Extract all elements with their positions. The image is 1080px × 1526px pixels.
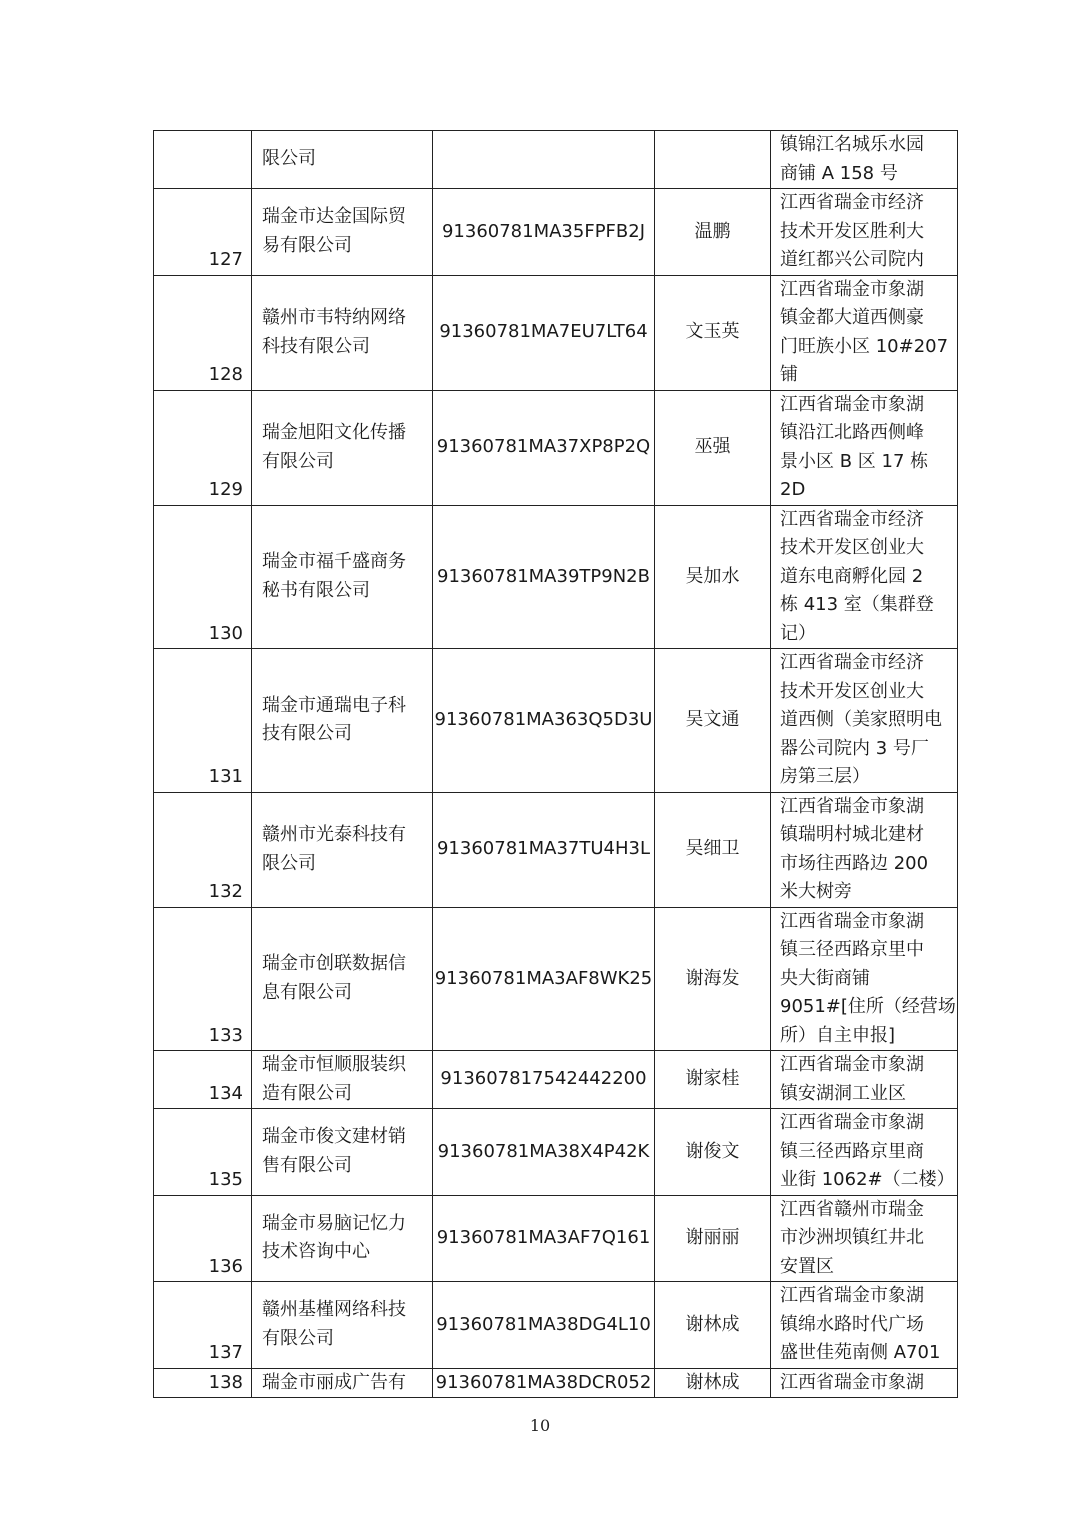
address-line: 江西省瑞金市象湖: [780, 1054, 924, 1075]
address-line: 镇三径西路京里中: [780, 939, 924, 960]
company-name-line: 瑞金市俊文建材销: [262, 1126, 406, 1148]
cell-serial-number: 129: [154, 390, 252, 505]
company-name-line: 赣州市光泰科技有: [262, 824, 406, 845]
cell-company-name: [252, 907, 433, 1051]
address-line: 技术开发区创业大: [780, 680, 924, 702]
address-line: 江西省瑞金市经济: [780, 508, 924, 530]
table-row: [154, 907, 958, 1051]
address-line: 镇锦江名城乐水园: [780, 134, 924, 155]
address-line: 铺: [780, 364, 798, 385]
address-line: 盛世佳苑南侧 A701: [780, 1342, 941, 1363]
cell-legal-representative: 温鹏: [655, 189, 771, 276]
address-line: 所）自主申报]: [780, 1024, 896, 1046]
cell-credit-code: 91360781MA39TP9N2B: [433, 505, 655, 649]
cell-company-name: [252, 131, 433, 189]
cell-company-name: [252, 275, 433, 390]
cell-serial-number: 136: [154, 1195, 252, 1282]
cell-serial-number: [154, 131, 252, 189]
address-line: 江西省瑞金市象湖: [780, 1112, 924, 1133]
cell-serial-number: 127: [154, 189, 252, 276]
cell-legal-representative: 谢海发: [655, 907, 771, 1051]
cell-credit-code: 91360781MA38X4P42K: [433, 1109, 655, 1196]
address-line: 江西省瑞金市象湖: [780, 1285, 924, 1306]
cell-serial-number: 132: [154, 792, 252, 907]
address-line: 2D: [780, 479, 806, 500]
cell-company-name: [252, 1195, 433, 1282]
address-line: 安置区: [780, 1255, 834, 1277]
address-line: 镇瑞明村城北建材: [780, 824, 924, 845]
address-line: 镇沿江北路西侧峰: [780, 422, 924, 443]
cell-company-name: [252, 792, 433, 907]
address-line: 商铺 A 158 号: [780, 162, 898, 184]
address-line: 器公司院内 3 号厂: [780, 737, 929, 759]
cell-address: [771, 131, 958, 189]
cell-company-name: [252, 1368, 433, 1398]
cell-legal-representative: 谢林成: [655, 1368, 771, 1398]
company-name-line: 秘书有限公司: [262, 579, 370, 601]
cell-company-name: [252, 1051, 433, 1109]
page-number: 10: [529, 1416, 551, 1435]
address-line: 门旺族小区 10#207: [780, 335, 949, 357]
table-row: [154, 390, 958, 505]
cell-legal-representative: 吴细卫: [655, 792, 771, 907]
cell-company-name: [252, 1109, 433, 1196]
cell-legal-representative: 巫强: [655, 390, 771, 505]
cell-credit-code: 91360781MA3AF8WK25: [433, 907, 655, 1051]
table-row: [154, 1195, 958, 1282]
table-row: [154, 1368, 958, 1398]
company-name-line: 赣州基槿网络科技: [262, 1299, 406, 1321]
table-row: [154, 649, 958, 793]
cell-credit-code: 91360781MA37XP8P2Q: [433, 390, 655, 505]
cell-address: [771, 907, 958, 1051]
company-name-line: 瑞金市通瑞电子科: [262, 694, 406, 716]
cell-address: [771, 1282, 958, 1369]
company-name-line: 瑞金市丽成广告有: [262, 1371, 406, 1393]
cell-serial-number: 134: [154, 1051, 252, 1109]
address-line: 技术开发区创业大: [780, 537, 924, 558]
address-line: 景小区 B 区 17 栋: [780, 450, 929, 472]
company-name-line: 易有限公司: [262, 234, 352, 256]
cell-legal-representative: 谢俊文: [655, 1109, 771, 1196]
cell-address: [771, 1051, 958, 1109]
cell-legal-representative: 谢家桂: [655, 1051, 771, 1109]
cell-serial-number: 131: [154, 649, 252, 793]
company-name-line: 限公司: [262, 852, 316, 874]
address-line: 房第三层）: [780, 766, 870, 787]
enterprise-table: [153, 130, 958, 1398]
company-name-line: 瑞金市恒顺服装织: [262, 1054, 406, 1075]
cell-address: [771, 1109, 958, 1196]
address-line: 技术开发区胜利大: [780, 220, 924, 242]
address-line: 江西省瑞金市象湖: [780, 910, 924, 932]
cell-company-name: [252, 649, 433, 793]
address-line: 道东电商孵化园 2: [780, 565, 924, 587]
cell-serial-number: 133: [154, 907, 252, 1051]
cell-credit-code: 913607817542442200: [433, 1051, 655, 1109]
address-line: 镇安湖洞工业区: [780, 1082, 906, 1104]
cell-credit-code: 91360781MA37TU4H3L: [433, 792, 655, 907]
address-line: 江西省瑞金市象湖: [780, 393, 924, 415]
cell-company-name: [252, 505, 433, 649]
cell-address: [771, 189, 958, 276]
address-line: 镇金都大道西侧豪: [780, 307, 924, 328]
cell-serial-number: 128: [154, 275, 252, 390]
address-line: 业街 1062#（二楼）: [780, 1169, 955, 1190]
address-line: 道西侧（美家照明电: [780, 709, 942, 730]
company-name-line: 售有限公司: [262, 1154, 352, 1176]
company-name-line: 瑞金市达金国际贸: [262, 206, 406, 228]
cell-address: [771, 1368, 958, 1398]
company-name-line: 技有限公司: [262, 723, 352, 745]
address-line: 镇三径西路京里商: [780, 1140, 924, 1162]
cell-company-name: [252, 390, 433, 505]
table-row: [154, 189, 958, 276]
cell-credit-code: 91360781MA363Q5D3U: [433, 649, 655, 793]
table-row: [154, 792, 958, 907]
cell-serial-number: 137: [154, 1282, 252, 1369]
address-line: 9051#[住所（经营场: [780, 996, 956, 1017]
table-row: [154, 1051, 958, 1109]
cell-legal-representative: 谢丽丽: [655, 1195, 771, 1282]
address-line: 江西省瑞金市经济: [780, 652, 924, 673]
cell-credit-code: 91360781MA35FPFB2J: [433, 189, 655, 276]
cell-company-name: [252, 1282, 433, 1369]
address-line: 镇绵水路时代广场: [780, 1313, 924, 1335]
address-line: 江西省瑞金市经济: [780, 192, 924, 213]
company-name-line: 瑞金市福千盛商务: [262, 551, 406, 573]
table-row: [154, 505, 958, 649]
address-line: 记）: [780, 622, 816, 644]
table-row: [154, 131, 958, 189]
company-name-line: 有限公司: [262, 450, 334, 472]
company-name-line: 瑞金市创联数据信: [262, 953, 406, 975]
cell-address: [771, 792, 958, 907]
cell-credit-code: [433, 131, 655, 189]
cell-serial-number: 135: [154, 1109, 252, 1196]
address-line: 米大树旁: [780, 881, 852, 902]
cell-credit-code: 91360781MA3AF7Q161: [433, 1195, 655, 1282]
cell-credit-code: 91360781MA38DCR052: [433, 1368, 655, 1398]
cell-company-name: [252, 189, 433, 276]
table-body: [154, 131, 958, 1398]
cell-credit-code: 91360781MA7EU7LT64: [433, 275, 655, 390]
table-row: [154, 1109, 958, 1196]
address-line: 道红都兴公司院内: [780, 249, 924, 270]
cell-legal-representative: 谢林成: [655, 1282, 771, 1369]
company-name-line: 技术咨询中心: [262, 1241, 370, 1263]
table-row: [154, 1282, 958, 1369]
company-name-line: 造有限公司: [262, 1082, 352, 1104]
company-name-line: 瑞金市易脑记忆力: [262, 1212, 406, 1234]
cell-address: [771, 1195, 958, 1282]
table-row: [154, 275, 958, 390]
cell-address: [771, 649, 958, 793]
cell-credit-code: 91360781MA38DG4L10: [433, 1282, 655, 1369]
cell-legal-representative: 吴加水: [655, 505, 771, 649]
address-line: 江西省瑞金市象湖: [780, 1371, 924, 1393]
cell-legal-representative: [655, 131, 771, 189]
cell-address: [771, 275, 958, 390]
cell-serial-number: 130: [154, 505, 252, 649]
company-name-line: 瑞金旭阳文化传播: [262, 422, 406, 443]
cell-address: [771, 505, 958, 649]
address-line: 江西省瑞金市象湖: [780, 278, 924, 300]
company-name-line: 限公司: [262, 148, 316, 170]
cell-legal-representative: 吴文通: [655, 649, 771, 793]
cell-address: [771, 390, 958, 505]
address-line: 市场往西路边 200: [780, 852, 929, 874]
cell-legal-representative: 文玉英: [655, 275, 771, 390]
cell-serial-number: 138: [154, 1368, 252, 1398]
address-line: 市沙洲坝镇红井北: [780, 1227, 924, 1248]
address-line: 央大街商铺: [780, 967, 870, 989]
address-line: 江西省瑞金市象湖: [780, 795, 924, 817]
company-name-line: 息有限公司: [262, 981, 352, 1003]
company-name-line: 有限公司: [262, 1327, 334, 1349]
address-line: 栋 413 室（集群登: [780, 594, 934, 615]
address-line: 江西省赣州市瑞金: [780, 1198, 924, 1220]
company-name-line: 科技有限公司: [262, 335, 370, 357]
company-name-line: 赣州市韦特纳网络: [262, 307, 406, 328]
